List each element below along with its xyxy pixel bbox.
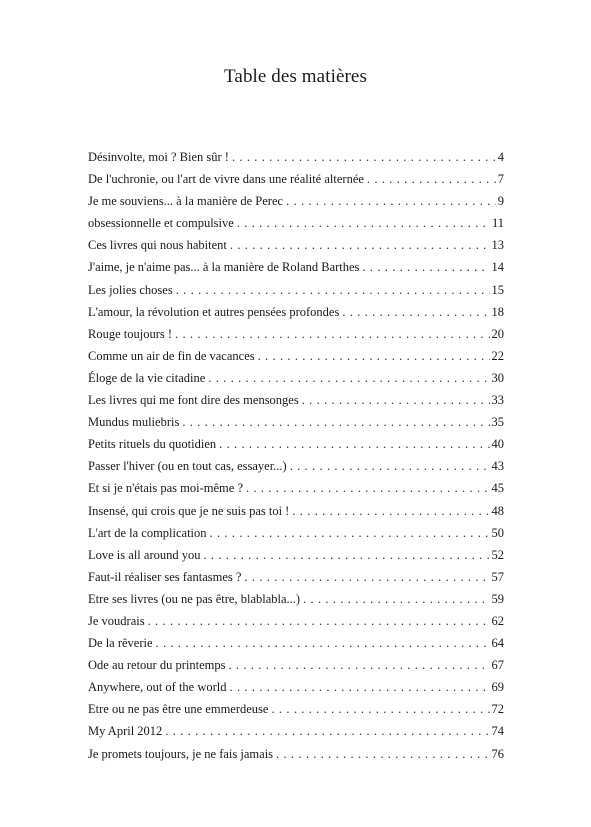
toc-title: Table des matières [224,66,367,87]
dot-leader [219,433,489,455]
toc-entry[interactable] [88,566,504,588]
toc-entry-page-number: 9 [497,194,504,209]
toc-entry-title: Désinvolte, moi ? Bien sûr ! [88,150,229,164]
toc-entry-title: Ces livres qui nous habitent [88,238,227,253]
toc-entry-page-number: 11 [491,216,504,231]
dot-leader [165,720,489,742]
dot-leader [286,190,496,212]
toc-entry[interactable] [88,522,504,544]
dot-leader [175,323,489,345]
dot-leader [302,389,490,411]
toc-entry[interactable] [88,433,504,455]
dot-leader [342,301,489,323]
toc-entry[interactable] [88,720,504,742]
toc-entry-title: Éloge de la vie citadine [88,370,206,385]
toc-entry-page-number: 48 [491,503,504,518]
toc-entry-page-number: 22 [491,348,504,363]
toc-entry-title: Je voudrais [88,613,145,628]
toc-entry[interactable] [88,411,504,433]
toc-entry-page-number: 69 [491,680,504,695]
toc-entry[interactable] [88,676,504,698]
toc-entry-page-number: 14 [491,260,504,275]
toc-entry-title: obsessionnelle et compulsive [88,216,234,231]
toc-entry[interactable] [88,367,504,389]
toc-entry-page-number: 72 [491,702,504,717]
toc-entry[interactable] [88,588,504,610]
toc-entry-page-number: 59 [491,591,504,606]
toc-entry-title: Et si je n'étais pas moi-même ? [88,481,243,496]
toc-entry-title: J'aime, je n'aime pas... à la manière de Roland Barthes [88,260,360,275]
dot-leader [362,256,489,278]
toc-list [88,146,504,765]
toc-entry[interactable] [88,477,504,499]
toc-entry-page-number: 64 [491,636,504,651]
toc-entry-page-number: 52 [491,547,504,562]
toc-entry[interactable] [88,168,504,190]
dot-leader [271,698,489,720]
toc-entry-page-number: 40 [491,437,504,452]
toc-entry-title: Je promets toujours, je ne fais jamais [88,746,274,761]
toc-entry[interactable] [88,234,504,256]
toc-entry-page-number: 76 [491,746,504,761]
dot-leader [230,676,490,698]
toc-entry[interactable] [88,301,504,323]
toc-entry-page-number: 67 [491,658,504,673]
dot-leader [230,234,490,256]
toc-entry-title: Ode au retour du printemps [88,658,226,673]
toc-entry-page-number: 4 [497,150,504,164]
dot-leader [232,146,496,168]
toc-entry-title: Anywhere, out of the world [88,680,227,695]
dot-leader [367,168,496,190]
dot-leader [290,455,490,477]
toc-entry[interactable] [88,455,504,477]
toc-entry-title: Les livres qui me font dire des mensonges [88,393,299,408]
toc-entry-title: Je me souviens... à la manière de Perec [88,194,284,209]
dot-leader [156,632,490,654]
dot-leader [276,743,489,765]
toc-entry-page-number: 33 [491,393,504,408]
toc-entry-page-number: 50 [491,525,504,540]
toc-entry-page-number: 7 [497,172,504,187]
toc-entry[interactable] [88,610,504,632]
toc-entry-page-number: 35 [491,415,504,430]
toc-entry[interactable] [88,743,504,765]
dot-leader [246,477,490,499]
toc-entry-page-number: 20 [491,326,504,341]
dot-leader [303,588,489,610]
toc-entry-title: De la rêverie [88,636,153,651]
toc-entry[interactable] [88,389,504,411]
toc-entry[interactable] [88,323,504,345]
toc-entry[interactable] [88,345,504,367]
toc-entry[interactable] [88,500,504,522]
toc-entry-title: Love is all around you [88,547,201,562]
toc-entry-page-number: 43 [491,459,504,474]
toc-entry-title: Passer l'hiver (ou en tout cas, essayer...) [88,459,287,474]
toc-entry[interactable] [88,190,504,212]
toc-entry-title: Etre ses livres (ou ne pas être, blablabla...) [88,591,301,606]
toc-entry[interactable] [88,279,504,301]
toc-entry-title: Comme un air de fin de vacances [88,348,255,363]
dot-leader [182,411,489,433]
dot-leader [237,212,490,234]
toc-entry[interactable] [88,256,504,278]
dot-leader [210,522,490,544]
toc-entry-title: L'amour, la révolution et autres pensées profondes [88,304,340,319]
toc-entry-page-number: 45 [491,481,504,496]
dot-leader [208,367,489,389]
toc-entry-title: Les jolies choses [88,282,173,297]
toc-entry-title: My April 2012 [88,724,163,739]
dot-leader [176,279,490,301]
toc-entry-page-number: 57 [491,569,504,584]
toc-entry-title: L'art de la complication [88,525,207,540]
toc-entry-page-number: 13 [491,238,504,253]
dot-leader [203,544,489,566]
toc-entry-title: De l'uchronie, ou l'art de vivre dans une réalité alternée [88,172,364,187]
dot-leader [244,566,489,588]
dot-leader [258,345,490,367]
toc-entry-page-number: 30 [491,370,504,385]
toc-entry-title: Rouge toujours ! [88,326,173,341]
dot-leader [292,500,489,522]
dot-leader [228,654,489,676]
toc-entry[interactable] [88,212,504,234]
toc-entry[interactable] [88,654,504,676]
toc-entry-title: Petits rituels du quotidien [88,437,217,452]
toc-entry-page-number: 18 [491,304,504,319]
toc-entry-title: Insensé, qui crois que je ne suis pas toi ! [88,503,290,518]
toc-entry-page-number: 15 [491,282,504,297]
toc-entry-title: Etre ou ne pas être une emmerdeuse [88,702,269,717]
toc-entry-page-number: 62 [491,613,504,628]
toc-entry-title: Mundus muliebris [88,415,180,430]
toc-entry-title: Faut-il réaliser ses fantasmes ? [88,569,242,584]
toc-entry[interactable] [88,544,504,566]
toc-entry[interactable] [88,698,504,720]
toc-entry-page-number: 74 [491,724,504,739]
toc-entry[interactable] [88,632,504,654]
toc-entry[interactable] [88,146,504,168]
dot-leader [148,610,490,632]
